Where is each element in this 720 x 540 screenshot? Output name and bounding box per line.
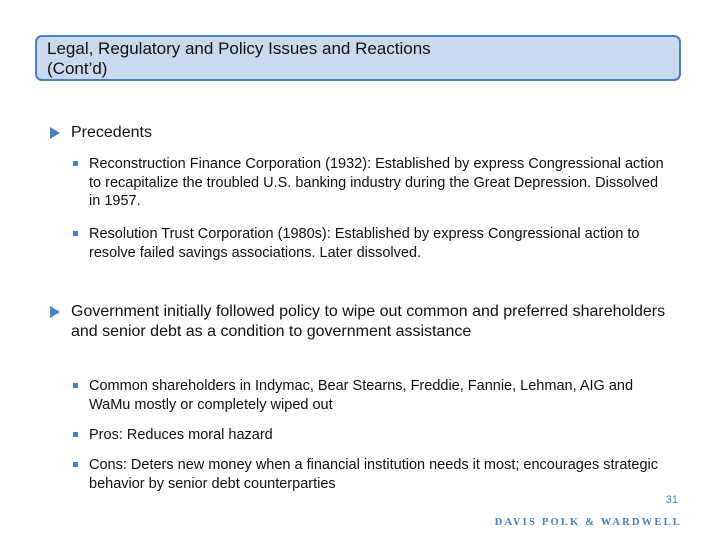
title-box — [35, 35, 681, 81]
sub-bullet-text: Reconstruction Finance Corporation (1932): Established by express Congressional action to recapitalize the troubled U.S. banking industry during the Great Depression. Dissolved in 1957. — [89, 156, 664, 209]
square-bullet-icon — [73, 462, 78, 467]
square-bullet-icon — [73, 161, 78, 166]
sub-bullet-text: Common shareholders in Indymac, Bear Stearns, Freddie, Fannie, Lehman, AIG and WaMu mostly or completely wiped out — [89, 378, 634, 413]
square-bullet-icon — [73, 432, 78, 437]
slide-title-line-1: Legal, Regulatory and Policy Issues and Reactions — [47, 39, 431, 58]
square-bullet-icon — [73, 231, 78, 236]
bullet-text: Precedents — [71, 124, 152, 141]
square-bullet-icon — [73, 383, 78, 388]
sub-bullet-text: Cons: Deters new money when a financial institution needs it most; encourages strategic behavior by senior debt counterparties — [89, 457, 659, 492]
firm-logo: DAVIS POLK & WARDWELL — [494, 517, 682, 528]
sub-bullet-pros — [73, 426, 673, 445]
sub-bullet-cons — [73, 456, 673, 493]
bullet-text: Government initially followed policy to wipe out common and preferred shareholders and senior debt as a condition to government assistance — [71, 303, 666, 340]
sub-bullet-rtc — [73, 225, 673, 262]
sub-bullet-text: Pros: Reduces moral hazard — [89, 427, 273, 443]
triangle-bullet-icon — [50, 127, 60, 139]
page-number: 31 — [665, 494, 678, 506]
bullet-government-policy — [50, 302, 690, 341]
sub-bullet-text: Resolution Trust Corporation (1980s): Established by express Congressional action to resolve failed savings associations. Later dissolved. — [89, 226, 640, 261]
sub-bullet-rfc — [73, 155, 673, 211]
bullet-precedents — [50, 123, 690, 143]
slide-title-line-2: (Cont’d) — [47, 59, 108, 78]
sub-bullet-common-shareholders — [73, 377, 673, 414]
triangle-bullet-icon — [50, 306, 60, 318]
